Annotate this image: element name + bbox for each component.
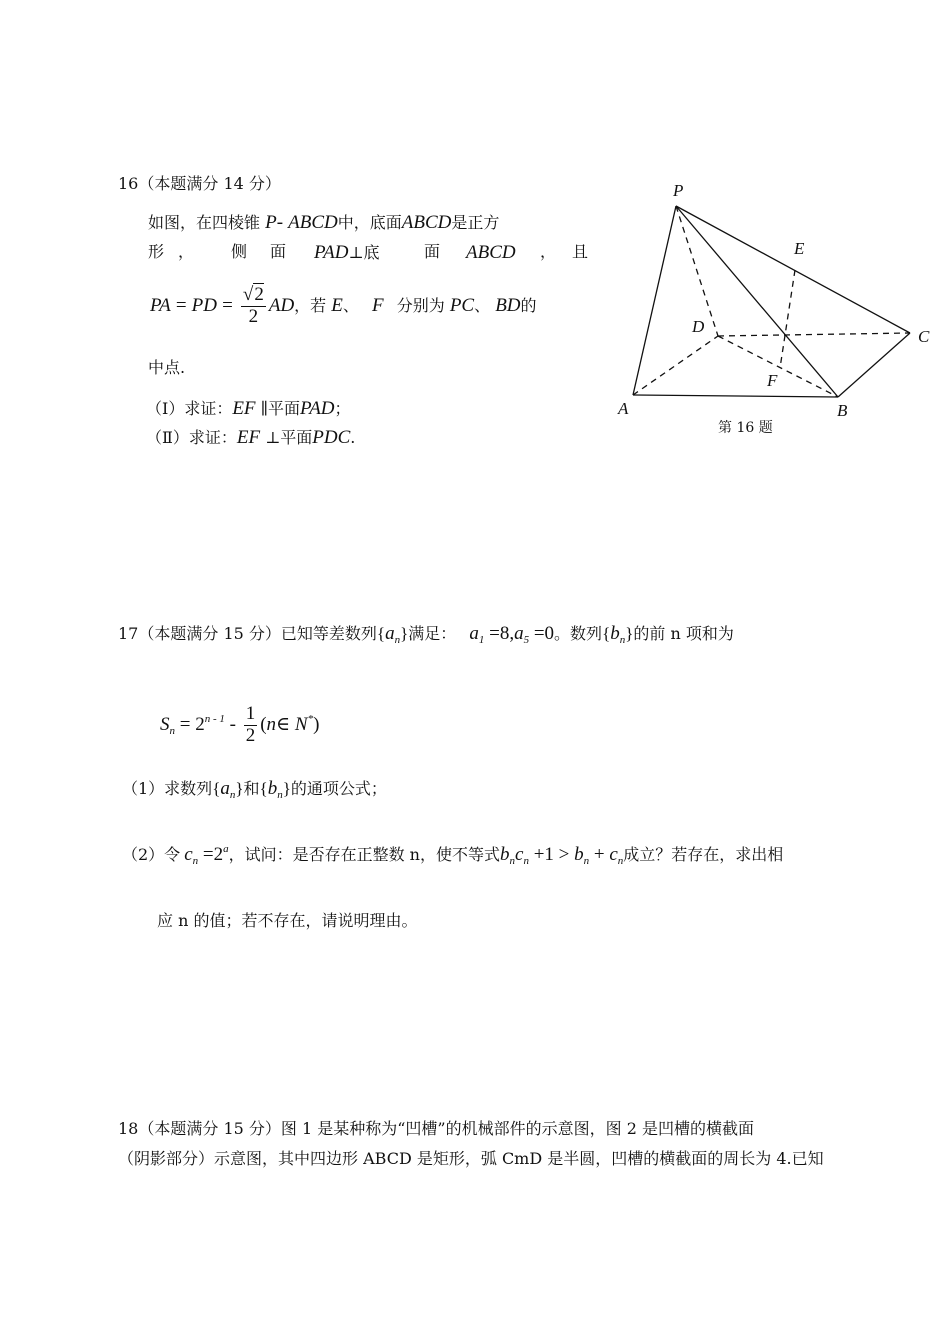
q16-line-1: 如图，在四棱锥 P- ABCD中，底面ABCD是正方 [148, 212, 500, 233]
edge-AD [633, 336, 718, 395]
label-D: D [692, 317, 705, 336]
figure-caption: 第 16 题 [718, 420, 773, 436]
q17-part-2-cont: 应 n 的值；若不存在，请说明理由。 [157, 911, 418, 930]
edge-PB [676, 206, 838, 397]
q16-line-4: 中点. [148, 358, 186, 377]
label-E: E [794, 239, 805, 258]
q16-line-3: PA = PD = $\frac{√2}{2}$ AD，若 E、 F 分别为 PC、 BD的 [150, 284, 537, 327]
q17-part-1: （1）求数列$\{a_n\}$和$\{b_n\}$的通项公式； [122, 778, 387, 801]
q18-line-2: （阴影部分）示意图，其中四边形 ABCD 是矩形，弧 CmD 是半圆，凹槽的横截面的周长为 4.已知 [118, 1149, 824, 1168]
label-F: F [767, 371, 778, 390]
edge-DB [718, 336, 838, 397]
edge-AB [633, 395, 838, 397]
edge-BC [838, 333, 910, 397]
label-B: B [837, 401, 848, 420]
label-A: A [618, 399, 629, 418]
edge-DC [718, 333, 910, 336]
q17-part-2: （2）令 $c_n =2^a$，试问：是否存在正整数 n，使不等式$b_nc_n +1 > b_n + c_n$成立？若存在，求出相 [122, 843, 784, 867]
q16-part-1: （Ⅰ）求证：EF ∥平面PAD； [146, 398, 351, 419]
label-P: P [673, 181, 684, 200]
q16-heading: 16（本题满分 14 分） [118, 174, 281, 193]
q18-line-1: 18（本题满分 15 分）图 1 是某种称为“凹槽”的机械部件的示意图，图 2 是凹槽的横截面 [118, 1119, 754, 1138]
q16-part-2: （Ⅱ）求证：EF ⊥平面PDC. [146, 427, 356, 448]
label-C: C [918, 327, 930, 346]
segment-EF [780, 270, 795, 368]
q17-line-1: 17（本题满分 15 分）已知等差数列$\{a_n\}$满足： $a_1 =8,a_5 =0$。数列$\{b_n\}$的前 n 项和为 [118, 623, 734, 646]
q17-formula-Sn: $S_n = 2^{n - 1}$ - $\frac{1}{2}$ (n∈ N*) [160, 703, 320, 746]
edge-PA [633, 206, 676, 395]
